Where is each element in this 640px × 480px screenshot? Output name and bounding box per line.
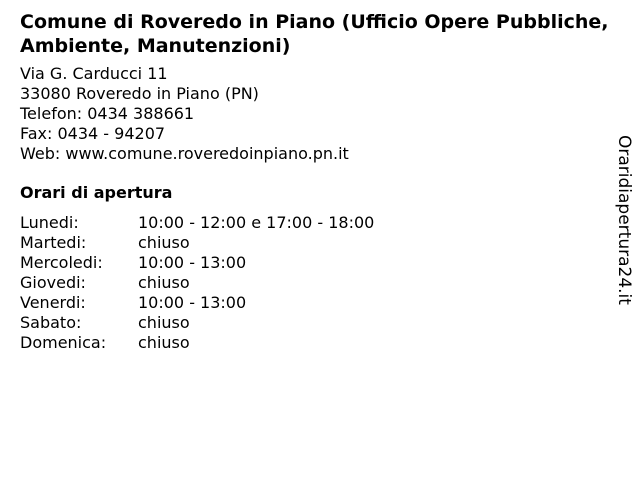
hours-row-saturday <box>20 313 374 333</box>
day-label: Martedi: <box>20 233 87 252</box>
hours-row-thursday <box>20 273 374 293</box>
day-label: Venerdi: <box>20 293 86 312</box>
hours-row-tuesday <box>20 233 374 253</box>
day-label: Giovedi: <box>20 273 86 292</box>
phone-number: Telefon: 0434 388661 <box>20 104 195 123</box>
day-label: Domenica: <box>20 333 107 352</box>
time-value: chiuso <box>138 233 190 252</box>
page-title: Comune di Roveredo in Piano (Ufficio Opere Pubbliche, Ambiente, Manutenzioni) <box>20 11 609 57</box>
address-block <box>20 64 349 164</box>
hours-heading: Orari di apertura <box>20 183 173 202</box>
hours-row-sunday <box>20 333 374 353</box>
time-value: chiuso <box>138 333 190 352</box>
hours-row-wednesday <box>20 253 374 273</box>
hours-row-monday <box>20 213 374 233</box>
time-value: chiuso <box>138 273 190 292</box>
hours-row-friday <box>20 293 374 313</box>
day-label: Mercoledi: <box>20 253 103 272</box>
day-label: Lunedi: <box>20 213 79 232</box>
opening-hours-table <box>20 213 374 353</box>
time-value: 10:00 - 13:00 <box>138 253 247 272</box>
time-value: 10:00 - 12:00 e 17:00 - 18:00 <box>138 213 375 232</box>
time-value: 10:00 - 13:00 <box>138 293 247 312</box>
website-link[interactable]: Web: www.comune.roveredoinpiano.pn.it <box>20 144 349 163</box>
fax-number: Fax: 0434 - 94207 <box>20 124 166 143</box>
time-value: chiuso <box>138 313 190 332</box>
day-label: Sabato: <box>20 313 82 332</box>
street-address: Via G. Carducci 11 <box>20 64 168 83</box>
site-watermark: Oraridiapertura24.it <box>614 135 634 305</box>
city-address: 33080 Roveredo in Piano (PN) <box>20 84 259 103</box>
